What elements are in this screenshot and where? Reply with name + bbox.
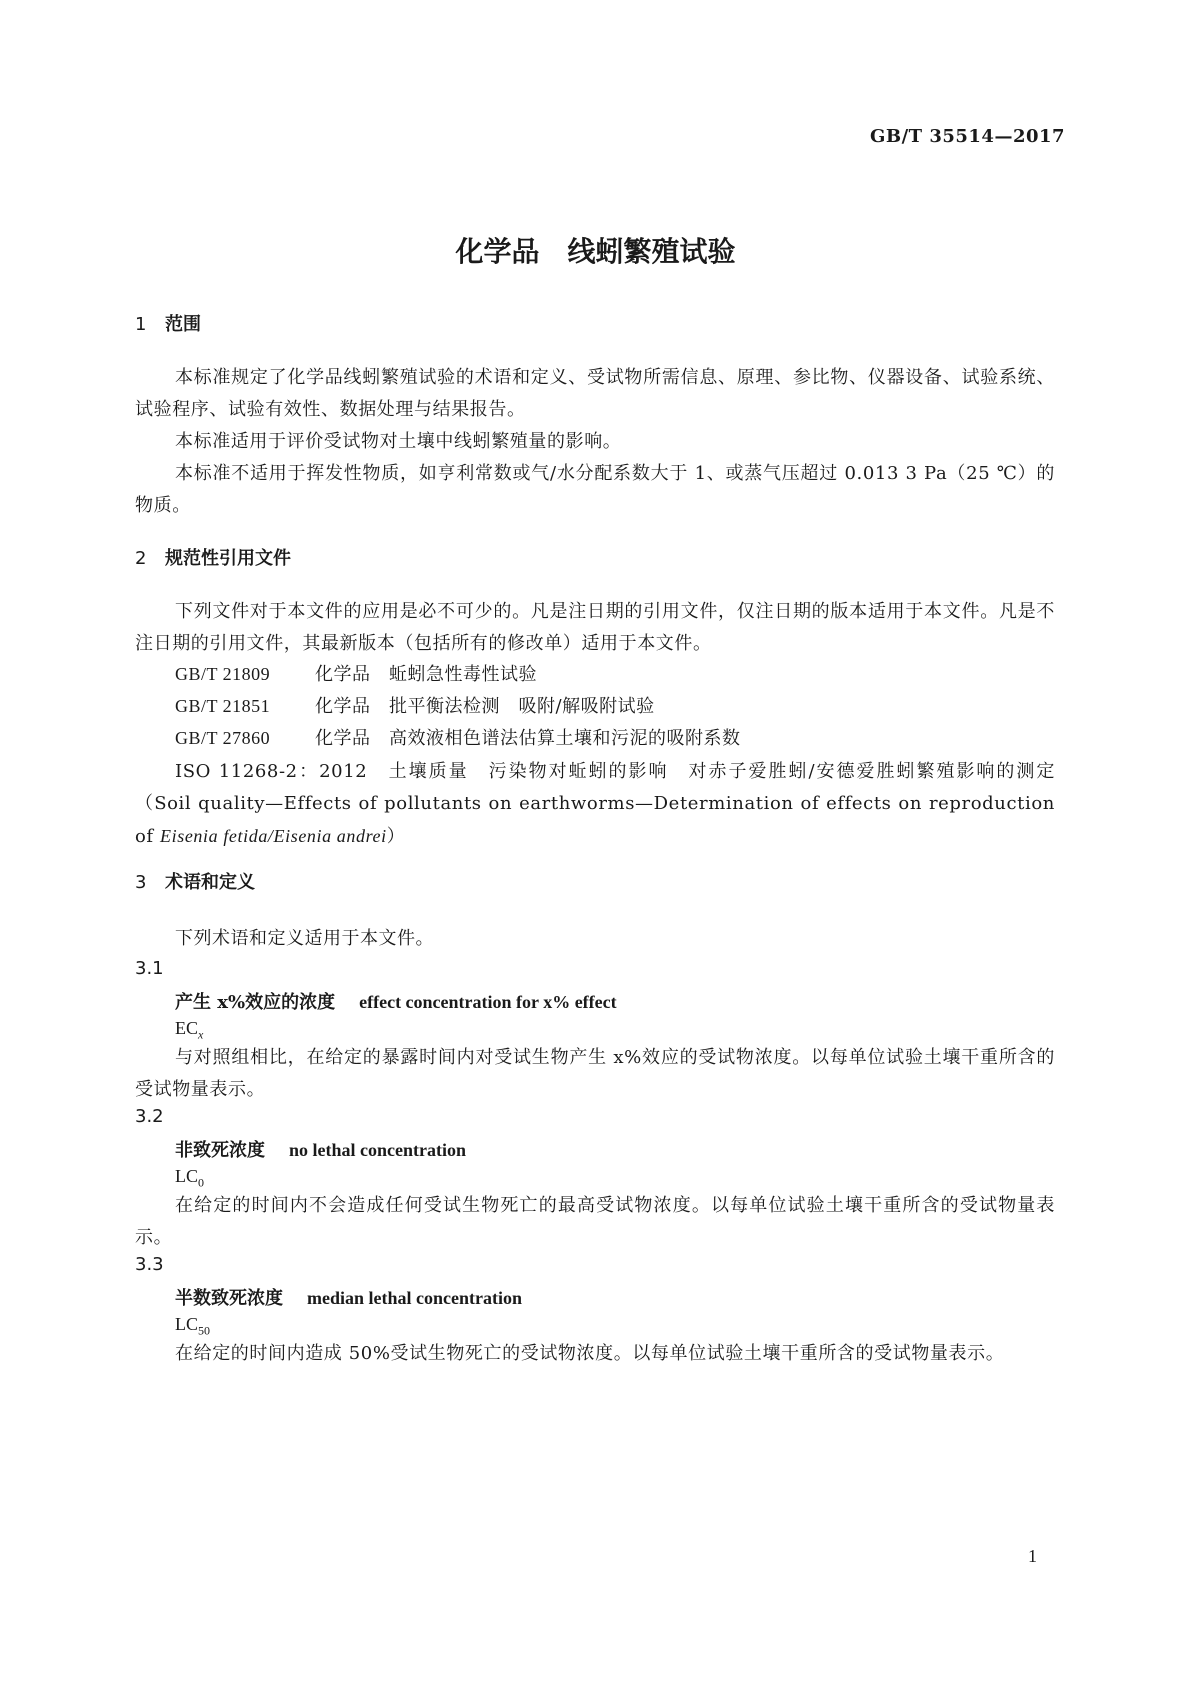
term-heading: [175, 1136, 466, 1162]
iso-reference-species: Eisenia fetida/Eisenia andrei: [160, 826, 387, 846]
document-number: GB/T 35514—2017: [870, 126, 1066, 147]
scope-paragraph-3: 本标准不适用于挥发性物质，如亨利常数或气/水分配系数大于 1、或蒸气压超过 0.013 3 Pa（25 ℃）的物质。: [135, 463, 1055, 516]
section-title: 术语和定义: [165, 872, 255, 893]
section-3-heading: [135, 868, 255, 894]
reference-item: [175, 692, 655, 718]
reference-item: [175, 724, 741, 750]
term-en: no lethal concentration: [289, 1140, 466, 1160]
reference-title: 化学品 批平衡法检测 吸附/解吸附试验: [315, 696, 655, 717]
reference-code: GB/T 27860: [175, 728, 271, 748]
reference-code: GB/T 21809: [175, 664, 271, 684]
term-symbol: [175, 1166, 204, 1191]
iso-reference-text: ISO 11268-2：2012 土壤质量 污染物对蚯蚓的影响 对赤子爱胜蚓/安德爱胜蚓繁殖影响的测定（Soil quality—Effects of pollutants on earthworms—Determination of effects on reproduction of: [135, 761, 1055, 847]
reference-title: 化学品 蚯蚓急性毒性试验: [315, 664, 537, 685]
iso-reference: [135, 756, 1055, 853]
symbol-subscript: 50: [198, 1323, 211, 1338]
section-title: 范围: [165, 314, 201, 335]
normative-references-intro: 下列文件对于本文件的应用是必不可少的。凡是注日期的引用文件，仅注日期的版本适用于本文件。凡是不注日期的引用文件，其最新版本（包括所有的修改单）适用于本文件。: [135, 601, 1055, 654]
scope-paragraph-2: 本标准适用于评价受试物对土壤中线蚓繁殖量的影响。: [175, 431, 622, 452]
term-definition: 在给定的时间内造成 50%受试生物死亡的受试物浓度。以每单位试验土壤干重所含的受试物量表示。: [175, 1343, 1005, 1364]
page-number: 1: [1028, 1546, 1037, 1566]
section-number: 2: [135, 548, 147, 569]
symbol-base: EC: [175, 1018, 199, 1038]
term-cn: 非致死浓度: [175, 1140, 265, 1161]
section-title: 规范性引用文件: [165, 548, 291, 569]
symbol-subscript: x: [198, 1027, 204, 1042]
term-number: 3.3: [135, 1254, 164, 1275]
symbol-subscript: 0: [198, 1175, 205, 1190]
term-heading: [175, 988, 617, 1014]
section-number: 3: [135, 872, 147, 893]
scope-paragraph-1: 本标准规定了化学品线蚓繁殖试验的术语和定义、受试物所需信息、原理、参比物、仪器设备、试验系统、试验程序、试验有效性、数据处理与结果报告。: [135, 367, 1055, 420]
term-number: 3.2: [135, 1106, 164, 1127]
document-title: 化学品 线蚓繁殖试验: [455, 235, 736, 268]
term-cn: 半数致死浓度: [175, 1288, 283, 1309]
reference-code: GB/T 21851: [175, 696, 271, 716]
symbol-base: LC: [175, 1166, 199, 1186]
term-definition: 与对照组相比，在给定的暴露时间内对受试生物产生 x%效应的受试物浓度。以每单位试验土壤干重所含的受试物量表示。: [135, 1047, 1055, 1100]
section-number: 1: [135, 314, 147, 335]
reference-item: [175, 660, 537, 686]
iso-reference-close: ）: [386, 826, 406, 847]
term-heading: [175, 1284, 522, 1310]
term-symbol: [175, 1018, 203, 1043]
terms-intro: 下列术语和定义适用于本文件。: [175, 928, 434, 949]
symbol-base: LC: [175, 1314, 199, 1334]
term-number: 3.1: [135, 958, 164, 979]
term-cn: 产生 x%效应的浓度: [175, 992, 336, 1013]
reference-title: 化学品 高效液相色谱法估算土壤和污泥的吸附系数: [315, 728, 741, 749]
term-symbol: [175, 1314, 210, 1339]
term-en: effect concentration for x% effect: [359, 992, 617, 1012]
term-en: median lethal concentration: [307, 1288, 522, 1308]
term-definition: 在给定的时间内不会造成任何受试生物死亡的最高受试物浓度。以每单位试验土壤干重所含的受试物量表示。: [135, 1195, 1055, 1248]
section-2-heading: [135, 544, 291, 570]
section-1-heading: [135, 310, 201, 336]
